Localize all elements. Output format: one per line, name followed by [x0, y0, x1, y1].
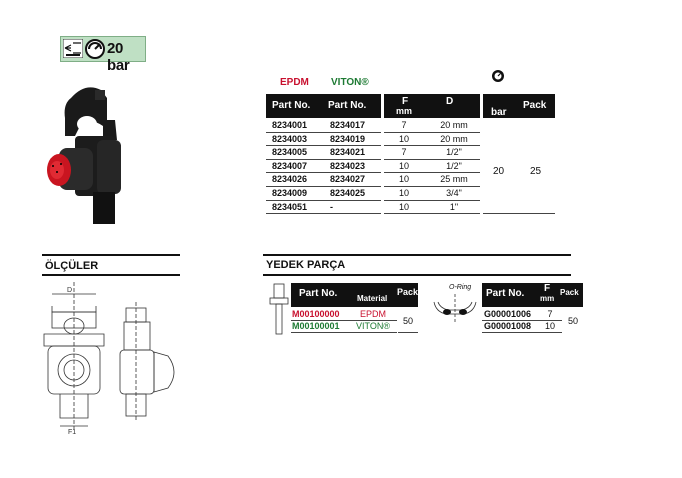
spare-table2-header	[482, 283, 583, 307]
oring-label: O-Ring	[449, 284, 472, 291]
row-part-no-viton: 8234025	[330, 188, 366, 198]
row-part-no-epdm: 8234007	[272, 160, 308, 171]
row-f-value: 10	[398, 174, 409, 185]
row-d-value: 3/4"	[446, 188, 462, 198]
row-part-no-viton: -	[330, 201, 333, 212]
row-divider	[384, 145, 480, 146]
row-divider	[384, 186, 480, 187]
spare-parts-top-rule	[263, 254, 571, 256]
filter-drawing	[268, 282, 290, 338]
row-f-value: 7	[401, 147, 407, 158]
row-f-value: 10	[398, 133, 409, 144]
row-divider	[266, 200, 381, 201]
row-part-no-epdm: 8234005	[272, 147, 308, 158]
spare2-row-part-no: G00001006	[484, 309, 532, 319]
row-part-no-viton: 8234017	[330, 120, 366, 130]
row-part-no-viton: 8234021	[330, 147, 366, 158]
spare1-col-part-no: Part No.	[299, 288, 338, 299]
dim-label-d: D	[67, 287, 73, 294]
dimension-drawing	[40, 282, 190, 438]
row-divider	[266, 132, 381, 133]
pressure-gauge-icon	[491, 69, 505, 83]
row-f-value: 10	[398, 188, 409, 198]
spare1-row-material: EPDM	[359, 309, 386, 319]
row-divider	[266, 159, 381, 160]
row-part-no-epdm: 8234009	[272, 188, 308, 198]
spare2-col-part-no: Part No.	[486, 288, 525, 299]
row-part-no-epdm: 8234026	[272, 174, 308, 185]
oring-drawing	[432, 292, 478, 326]
row-divider	[291, 332, 397, 333]
spare2-row-part-no: G00001008	[484, 321, 532, 331]
row-divider	[266, 145, 381, 146]
spare1-col-material: Material	[357, 294, 388, 303]
group-viton-label: VITON®	[331, 77, 369, 88]
pressure-gauge-icon	[85, 38, 105, 59]
row-part-no-epdm: 8234001	[272, 120, 308, 130]
row-divider	[384, 159, 480, 160]
row-part-no-viton: 8234019	[330, 133, 366, 144]
row-d-value: 20 mm	[440, 120, 468, 130]
col-bar: bar	[491, 107, 507, 118]
row-divider	[384, 172, 480, 173]
spare-table1-header	[291, 283, 418, 307]
spare1-row-material: VITON®	[356, 321, 390, 331]
row-f-value: 7	[401, 120, 407, 130]
dim-label-f1: F1	[68, 429, 77, 436]
spare-parts-bottom-rule	[263, 274, 571, 276]
spare1-col-pack: Pack	[397, 287, 419, 297]
spare1-pack-value: 50	[403, 316, 414, 326]
row-d-value: 1/2"	[446, 147, 462, 158]
row-divider	[384, 200, 480, 201]
spare1-row-part-no: M00100001	[292, 321, 340, 331]
main-table-header-parts	[266, 94, 381, 118]
dimensions-title: ÖLÇÜLER	[45, 260, 99, 272]
row-f-value: 10	[398, 201, 409, 212]
pressure-badge	[60, 36, 146, 74]
pressure-label: 20 bar	[107, 40, 130, 74]
row-divider	[266, 213, 381, 214]
row-divider	[266, 172, 381, 173]
row-divider	[483, 213, 555, 214]
spare2-row-f: 7	[547, 309, 553, 319]
row-d-value: 20 mm	[440, 133, 468, 144]
spare2-col-pack: Pack	[560, 288, 579, 297]
row-part-no-viton: 8234023	[330, 160, 366, 171]
nozzle-spray-icon	[63, 39, 83, 58]
col-f: F	[402, 96, 409, 107]
col-d: D	[446, 96, 454, 107]
row-part-no-viton: 8234027	[330, 174, 366, 185]
row-part-no-epdm: 8234003	[272, 133, 308, 144]
row-f-value: 10	[398, 160, 409, 171]
bar-value: 20	[493, 166, 505, 177]
nozzle-body-image	[45, 80, 135, 230]
col-f-unit: mm	[396, 106, 413, 116]
row-divider	[384, 213, 480, 214]
col-part-no-epdm: Part No.	[272, 100, 311, 111]
row-divider	[266, 186, 381, 187]
main-table-header-bar-pack	[483, 94, 555, 118]
row-divider	[384, 132, 480, 133]
spare1-row-part-no: M00100000	[292, 309, 340, 319]
spare2-row-f: 10	[544, 321, 555, 331]
main-table-header-fd	[384, 94, 480, 118]
row-d-value: 1"	[449, 201, 459, 212]
row-d-value: 25 mm	[440, 174, 468, 185]
row-divider	[398, 332, 418, 333]
row-part-no-epdm: 8234051	[272, 201, 308, 212]
group-epdm-label: EPDM	[280, 77, 309, 88]
col-part-no-viton: Part No.	[328, 100, 367, 111]
row-divider	[482, 332, 562, 333]
col-pack: Pack	[523, 100, 547, 111]
dimensions-top-rule	[42, 254, 180, 256]
spare2-col-f-unit: mm	[540, 294, 555, 303]
spare-parts-title: YEDEK PARÇA	[266, 259, 346, 271]
pack-value: 25	[530, 166, 542, 177]
row-d-value: 1/2"	[446, 160, 462, 171]
spare2-pack-value: 50	[568, 316, 579, 326]
dimensions-bottom-rule	[42, 274, 180, 276]
spare2-col-f: F	[544, 283, 551, 294]
